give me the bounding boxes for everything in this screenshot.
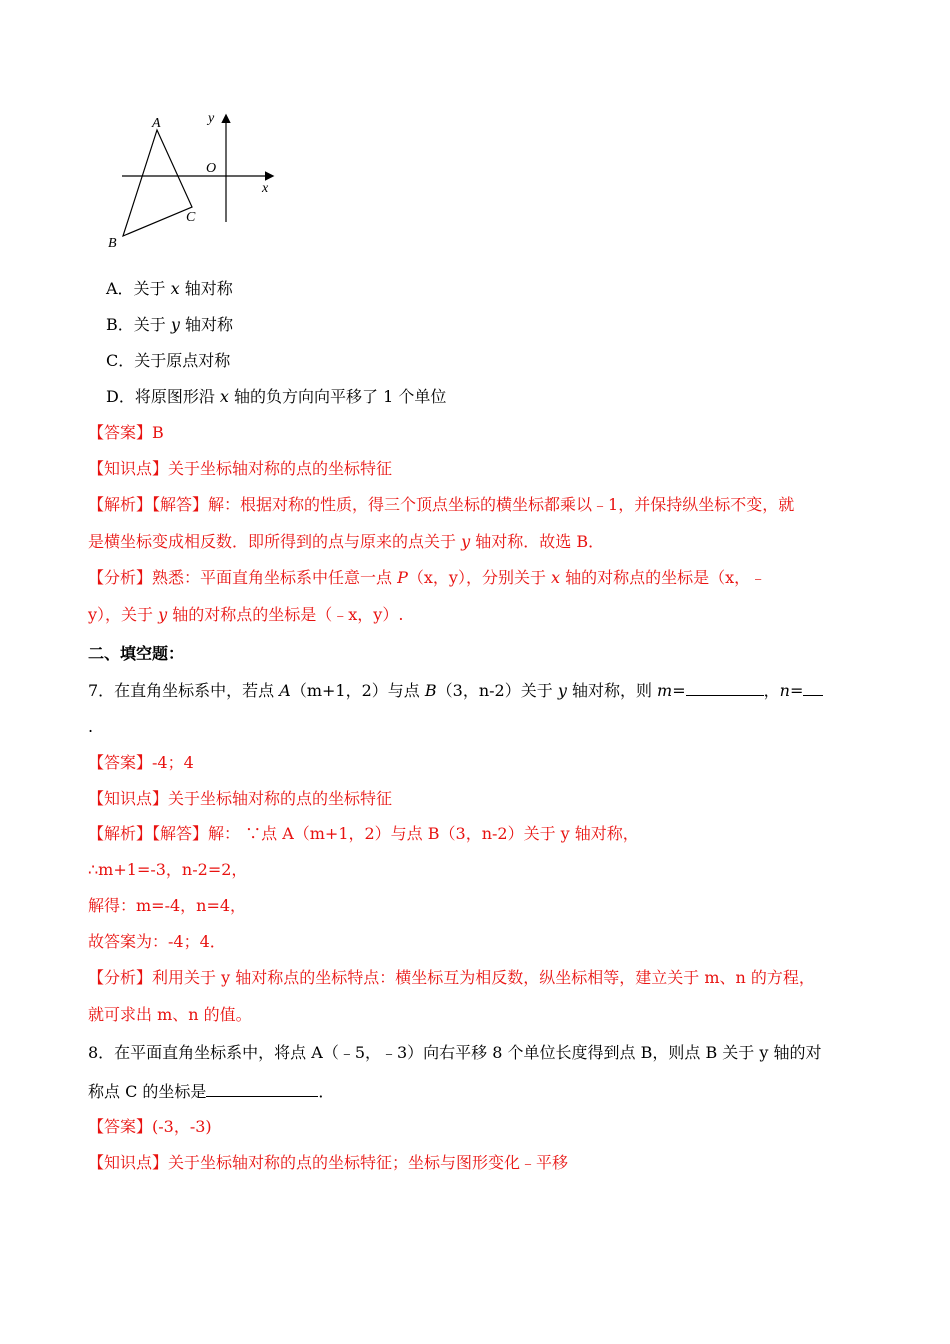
section-title: 二、填空题：: [88, 644, 185, 663]
q7-n-eq: n=: [779, 681, 804, 700]
q7-var-a: A: [279, 681, 291, 700]
q7-pre: 7．在直角坐标系中，若点: [88, 681, 280, 700]
answer-value: (-3，-3): [152, 1117, 212, 1136]
label-y: y: [208, 111, 215, 126]
knowledge-tag: 【知识点】: [88, 789, 169, 808]
q7-blank-m[interactable]: [686, 679, 764, 696]
analysis-text: 解： ∵点 A（m+1，2）与点 B（3，n-2）关于 y 轴对称，: [208, 824, 639, 843]
q7-fenxi-line1: [88, 967, 815, 989]
q8-line2-post: ．: [318, 1082, 335, 1101]
q7-mid2: （3，n-2）关于: [436, 681, 558, 700]
option-b-post: 轴对称: [179, 315, 233, 334]
knowledge-text: 关于坐标轴对称的点的坐标特征: [168, 789, 393, 808]
q7-comma: ，: [763, 681, 780, 700]
q7-line4-sol: 故答案为：-4；4．: [88, 932, 226, 951]
q6-analysis-line2: [88, 531, 604, 553]
fenxi-line1-post: 轴的对称点的坐标是（x，﹣: [560, 568, 767, 587]
option-d-var: x: [219, 387, 229, 406]
fenxi-tag: 【分析】: [88, 968, 153, 987]
answer-tag: 【答案】: [88, 423, 153, 442]
q7-line3-sol: 解得：m=-4，n=4，: [88, 896, 247, 915]
analysis-tag: 【解析】【解答】: [88, 824, 209, 843]
label-x: x: [262, 181, 269, 196]
q6-answer: [88, 422, 164, 444]
q7-var-y: y: [557, 681, 567, 700]
q7-blank-n[interactable]: [803, 679, 823, 696]
label-c: C: [186, 210, 196, 225]
option-d-pre: D．将原图形沿: [106, 387, 220, 406]
q8-answer: [88, 1116, 212, 1138]
option-c-text: C．关于原点对称: [106, 351, 231, 370]
fenxi-line1: 利用关于 y 轴对称点的坐标特点：横坐标互为相反数，纵坐标相等，建立关于 m、n 的方程，: [152, 968, 815, 987]
knowledge-tag: 【知识点】: [88, 1153, 169, 1172]
q7-knowledge: [88, 788, 392, 810]
option-b-pre: B．关于: [106, 315, 171, 334]
fenxi-line1-var: x: [551, 568, 561, 587]
fenxi-line1-pre: 熟悉：平面直角坐标系中任意一点: [152, 568, 398, 587]
option-a-var: x: [170, 279, 180, 298]
q6-fenxi-line1: [88, 567, 766, 589]
q7-line2-sol: ∴m+1=-3，n-2=2，: [88, 860, 248, 879]
option-a-pre: A．关于: [106, 279, 171, 298]
triangle-coordinate-figure: [100, 100, 290, 260]
q7-line2: .: [88, 717, 94, 736]
option-a: [106, 278, 233, 300]
analysis-line2-pre: 是横坐标变成相反数．即所得到的点与原来的点关于: [88, 532, 462, 551]
label-b: B: [108, 236, 117, 251]
q7-mid1: （m+1，2）与点: [290, 681, 425, 700]
label-o: O: [206, 161, 217, 176]
triangle-abc: [123, 130, 192, 236]
answer-tag: 【答案】: [88, 1117, 153, 1136]
answer-tag: 【答案】: [88, 753, 153, 772]
label-a: A: [152, 116, 161, 131]
option-b: [106, 314, 233, 336]
option-d: [106, 386, 446, 408]
q6-knowledge: [88, 458, 392, 480]
answer-value: B: [152, 423, 164, 442]
analysis-text: 解：根据对称的性质，得三个顶点坐标的横坐标都乘以﹣1，并保持纵坐标不变，就: [208, 495, 795, 514]
q7-mid3: 轴对称，则: [566, 681, 658, 700]
q8-blank[interactable]: [206, 1080, 318, 1097]
option-a-post: 轴对称: [179, 279, 233, 298]
q7-analysis-line1: [88, 823, 639, 845]
option-c: [106, 350, 230, 372]
fenxi-line2-post: 轴的对称点的坐标是（﹣x，y）.: [167, 605, 404, 624]
q6-fenxi-line2: [88, 604, 403, 626]
q8-line2: [88, 1080, 334, 1103]
fenxi-line1-mid: （x，y），分别关于: [407, 568, 552, 587]
fenxi-tag: 【分析】: [88, 568, 153, 587]
analysis-tag: 【解析】【解答】: [88, 495, 209, 514]
q8-knowledge: [88, 1152, 568, 1174]
knowledge-text: 关于坐标轴对称的点的坐标特征: [168, 459, 393, 478]
fenxi-line2-var: y: [158, 605, 168, 624]
q7-var-b: B: [424, 681, 437, 700]
option-d-post: 轴的负方向向平移了 1 个单位: [228, 387, 447, 406]
knowledge-text: 关于坐标轴对称的点的坐标特征；坐标与图形变化﹣平移: [168, 1153, 569, 1172]
q8-line1: 8．在平面直角坐标系中，将点 A（﹣5，﹣3）向右平移 8 个单位长度得到点 B，则点 B 关于 y 轴的对: [88, 1043, 822, 1062]
option-b-var: y: [170, 315, 180, 334]
answer-value: -4；4: [152, 753, 194, 772]
fenxi-line1-p: P: [397, 568, 408, 587]
q7-answer: [88, 752, 194, 774]
knowledge-tag: 【知识点】: [88, 459, 169, 478]
analysis-line2-var: y: [461, 532, 471, 551]
q7-fenxi-line2: 就可求出 m、n 的值。: [88, 1005, 252, 1024]
q7-m-eq: m=: [657, 681, 686, 700]
q6-analysis-line1: [88, 494, 794, 516]
q7-line1: [88, 679, 823, 702]
fenxi-line2-pre: y），关于: [88, 605, 159, 624]
analysis-line2-post: 轴对称．故选 B．: [470, 532, 605, 551]
q8-line2-pre: 称点 C 的坐标是: [88, 1082, 207, 1101]
